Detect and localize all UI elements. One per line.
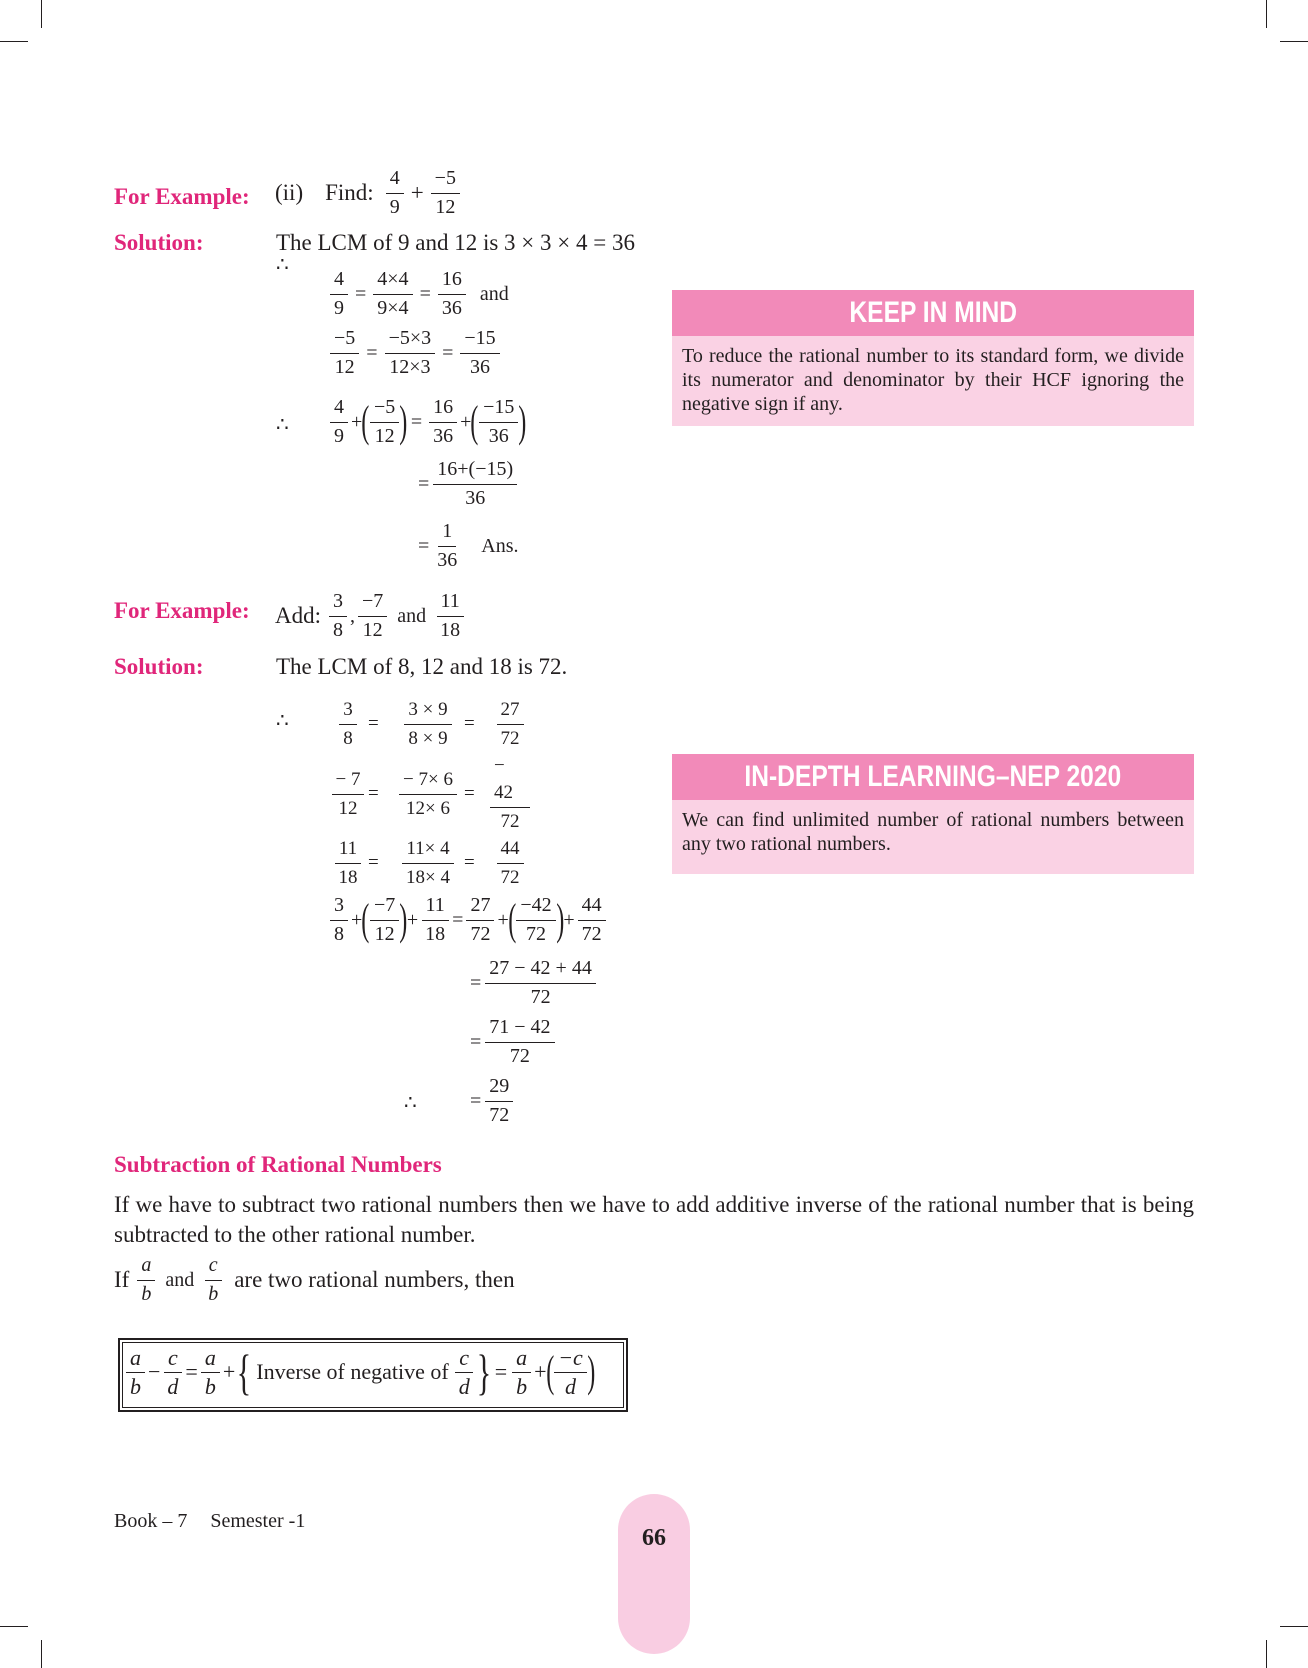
fraction: $\frac{3}{8}$ [330, 892, 348, 948]
equation-row: $\frac{-5}{12}$ = $\frac{-5\times 3}{12\times 3}$ = $\frac{-15}{36}$ [328, 325, 502, 381]
example-label: For Example: [114, 184, 250, 209]
fraction: $\frac{-7}{12}$ [370, 892, 399, 948]
answer-label: Ans. [481, 534, 519, 557]
fraction: $\frac{4\times 4}{9\times 4}$ [373, 266, 412, 322]
equation-row: $\frac{3}{8}$ + ( $\frac{-7}{12}$ ) + $\frac{11}{18}$ = $\frac{27}{72}$ + ( $\frac{-42}{72}$ ) + $\frac{44}{72}$ [328, 892, 608, 948]
example-label: For Example: [114, 598, 250, 623]
and-text: and [397, 604, 427, 627]
example2-question: Add: $\frac{3}{8}$ , $\frac{-7}{12}$ and $\frac{11}{18}$ [275, 588, 466, 644]
fraction: $\frac{1}{36}$ [437, 520, 458, 571]
fraction: $\frac{4}{9}$ [386, 165, 404, 221]
fraction: $\frac{a}{b}$ [126, 1344, 145, 1400]
keep-in-mind-text: To reduce the rational number to its standard form, we divide its numerator and denominator by their HCF ignoring the negative sign if any. [672, 336, 1194, 426]
fraction: $\frac{27 - 42 + 44}{72}$ [485, 955, 596, 1011]
fraction: $\frac{29}{72}$ [485, 1073, 513, 1129]
fraction: $\frac{16}{36}$ [429, 394, 457, 450]
fraction: $\frac{a}{b}$ [137, 1252, 155, 1308]
fraction: $\frac{11}{18}$ [436, 588, 464, 644]
fraction: $\frac{- 7\times 6}{12\times 6}$ [394, 766, 462, 822]
fraction: $\frac{11}{18}$ [421, 892, 449, 948]
fraction: $\frac{c}{b}$ [204, 1252, 222, 1308]
fraction: $\frac{3}{8}$ [330, 696, 366, 752]
conversion-table: $\frac{3}{8}$ = $\frac{3 \times 9}{8 \times 9}$ = $\frac{27}{72}$ $\frac{- 7}{12}$ = $\frac{- 7\times 6}{12\times 6}$ = $\frac{- 42}{72}$ $\frac{11}{18}$ = $\frac{11\times 4}{18\times 4}$ = $\frac{44}{72}$ [328, 696, 532, 891]
fraction: $\frac{-42}{72}$ [516, 892, 555, 948]
fraction: $\frac{-5}{12}$ [330, 325, 359, 381]
solution-label: Solution: [114, 654, 204, 679]
fraction: $\frac{16}{36}$ [438, 266, 466, 322]
equation-row: = $\frac{71 - 42}{72}$ [470, 1014, 557, 1070]
equation-row: = $\frac{16+(-15)}{36}$ [418, 456, 519, 512]
crop-mark [41, 0, 42, 28]
fraction: $\frac{3}{8}$ [329, 588, 347, 644]
fraction: $\frac{a}{b}$ [512, 1344, 531, 1400]
fraction: $\frac{-5}{12}$ [370, 394, 399, 450]
keep-in-mind-title: KEEP IN MIND [672, 290, 1194, 336]
in-depth-title: IN-DEPTH LEARNING–NEP 2020 [672, 754, 1194, 800]
plus-sign: + [410, 180, 424, 205]
equation-row: $\frac{4}{9}$ = $\frac{4\times 4}{9\times 4}$ = $\frac{16}{36}$ and [328, 266, 509, 322]
section-heading: Subtraction of Rational Numbers [114, 1152, 442, 1177]
fraction: $\frac{-7}{12}$ [358, 588, 387, 644]
therefore-symbol: ∴ [404, 1092, 417, 1114]
equation-row: = $\frac{27 - 42 + 44}{72}$ [470, 955, 598, 1011]
fraction: $\frac{- 7}{12}$ [330, 766, 366, 822]
crop-mark [1280, 41, 1308, 42]
in-depth-text: We can find unlimited number of rational numbers between any two rational numbers. [672, 800, 1194, 874]
fraction: $\frac{27}{72}$ [466, 892, 494, 948]
equation-row: = $\frac{29}{72}$ [470, 1073, 515, 1129]
crop-mark [41, 1640, 42, 1668]
page-number-tab [618, 1494, 690, 1654]
crop-mark [1266, 0, 1267, 28]
therefore-symbol: ∴ [276, 254, 289, 276]
therefore-symbol: ∴ [276, 414, 289, 436]
solution-label: Solution: [114, 230, 204, 255]
fraction: $\frac{-15}{36}$ [460, 325, 499, 381]
crop-mark [1266, 1640, 1267, 1668]
fraction: $\frac{c}{d}$ [163, 1344, 182, 1400]
part-label: (ii) [275, 180, 304, 205]
fraction: $\frac{44}{72}$ [490, 835, 530, 891]
example1-question [275, 165, 462, 221]
lcm-text: The LCM of 8, 12 and 18 is 72. [276, 654, 568, 679]
crop-mark [1280, 1626, 1308, 1627]
fraction: $\frac{c}{d}$ [455, 1344, 474, 1400]
and-text: and [479, 282, 509, 305]
fraction: $\frac{11}{18}$ [330, 835, 366, 891]
page-number: 66 [642, 1525, 666, 1551]
add-label: Add: [275, 603, 321, 628]
fraction: $\frac{a}{b}$ [201, 1344, 220, 1400]
fraction: $\frac{16+(-15)}{36}$ [433, 456, 517, 512]
fraction: $\frac{71 - 42}{72}$ [485, 1014, 554, 1070]
section-paragraph: If we have to subtract two rational numbers then we have to add additive inverse of the rational number that is being subtracted to the other rational number. [114, 1192, 1194, 1247]
lcm-text: The LCM of 9 and 12 is 3 × 3 × 4 = 36 [276, 230, 635, 255]
equation-row: $\frac{4}{9}$ + ( $\frac{-5}{12}$ ) = $\frac{16}{36}$ + ( $\frac{-15}{36}$ ) [328, 394, 525, 450]
fraction: $\frac{4}{9}$ [330, 394, 348, 450]
fraction: $\frac{27}{72}$ [490, 696, 530, 752]
if-statement: If $\frac{a}{b}$ and $\frac{c}{b}$ are two rational numbers, then [114, 1252, 515, 1308]
footer-book: Book – 7 Semester -1 [114, 1510, 306, 1532]
formula-equation: $\frac{a}{b}$ − $\frac{c}{d}$ = $\frac{a}{b}$ + { Inverse of negative of $\frac{c}{d}$ } = $\frac{a}{b}$ + ( $\frac{-c}{d}$ ) [124, 1344, 593, 1400]
find-label: Find: [325, 180, 374, 205]
fraction: $\frac{11\times 4}{18\times 4}$ [394, 835, 462, 891]
fraction: $\frac{-c}{d}$ [554, 1344, 587, 1400]
fraction: $\frac{4}{9}$ [330, 266, 348, 322]
therefore-symbol: ∴ [276, 710, 289, 732]
fraction: $\frac{-15}{36}$ [479, 394, 518, 450]
fraction: $\frac{- 42}{72}$ [490, 752, 530, 835]
fraction: $\frac{3 \times 9}{8 \times 9}$ [394, 696, 462, 752]
fraction: $\frac{-5\times 3}{12\times 3}$ [385, 325, 436, 381]
fraction: $\frac{-5}{12}$ [431, 165, 460, 221]
crop-mark [0, 41, 28, 42]
equation-row: = $\frac{1}{36}$ Ans. [418, 518, 519, 574]
crop-mark [0, 1626, 28, 1627]
fraction: $\frac{44}{72}$ [578, 892, 606, 948]
